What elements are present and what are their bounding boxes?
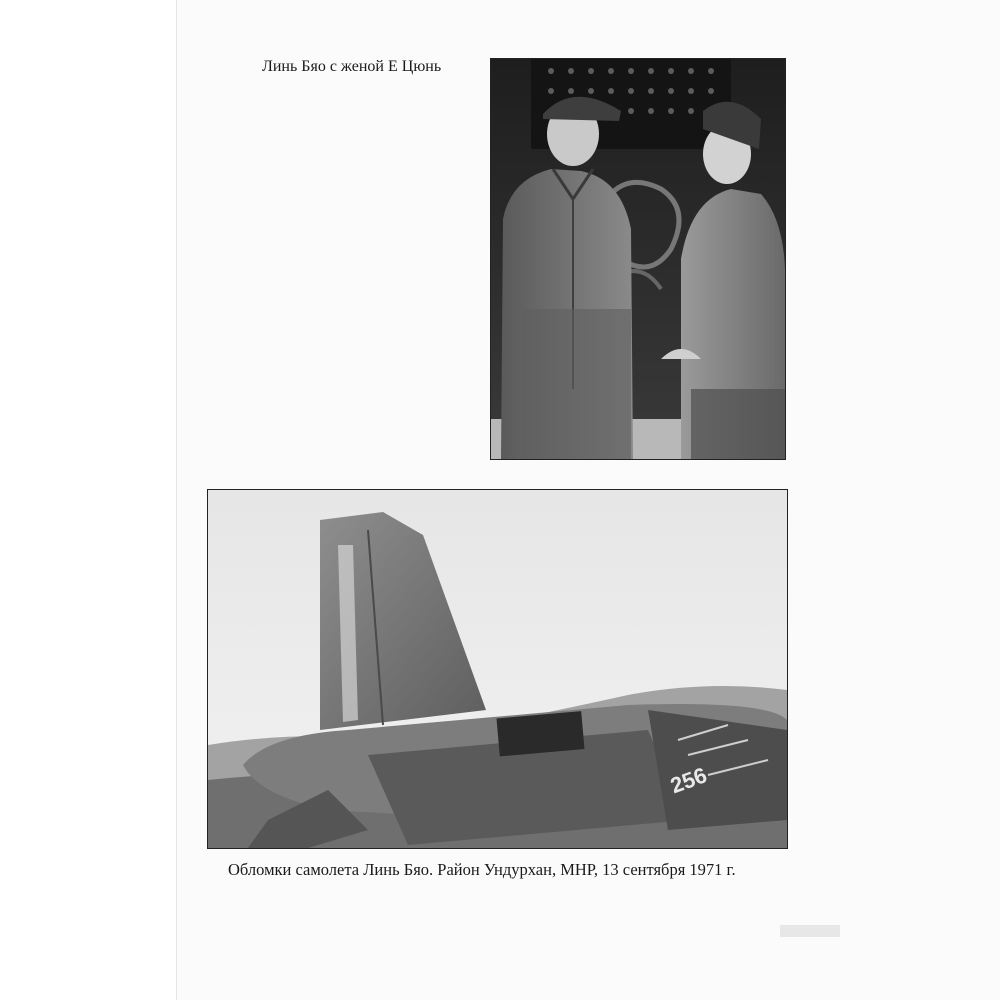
aircraft-wreck-photo-icon xyxy=(208,490,787,848)
couple-photo-icon xyxy=(491,59,785,459)
scan-margin xyxy=(0,0,176,1000)
portrait-photo xyxy=(490,58,786,460)
wreck-caption: Обломки самолета Линь Бяо. Район Ундурхан, МНР, 13 сентября 1971 г. xyxy=(228,860,736,879)
tail-number-label: 256 xyxy=(666,762,711,799)
faint-bleed-through-text xyxy=(780,925,840,937)
portrait-caption: Линь Бяо с женой Е Цюнь xyxy=(262,58,442,75)
wreck-photo xyxy=(207,489,788,849)
